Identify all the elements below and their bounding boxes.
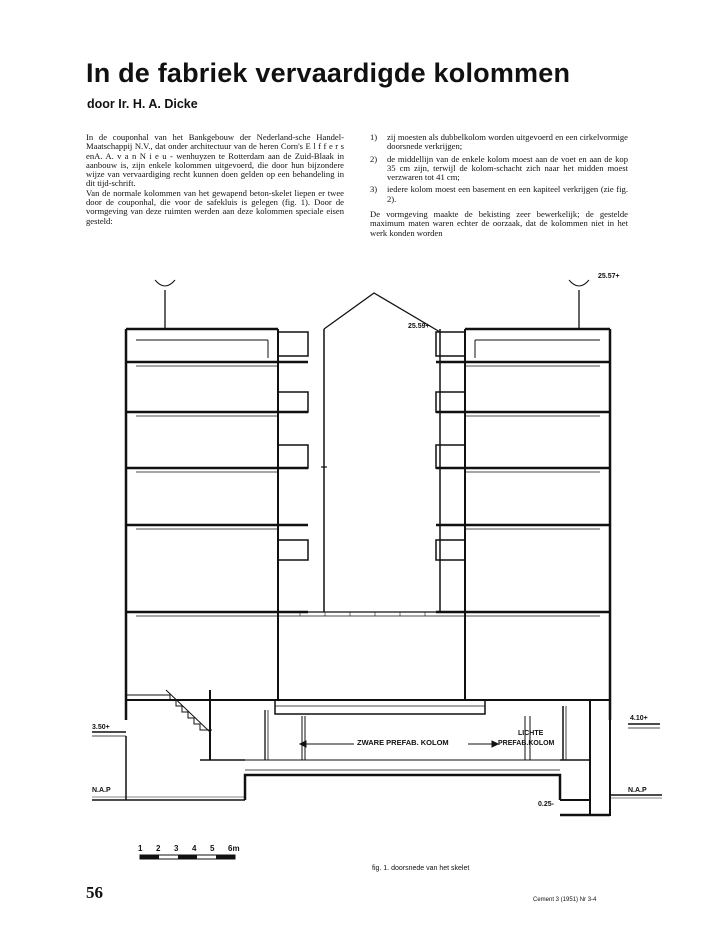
formwork-paragraph: De vormgeving maakte de bekisting zeer bewerkelijk; de gestelde maximum maten waren echter de oorzaak, dat de kolommen niet in het werk konden worden [370,209,628,238]
level-left-floor: 3.50+ [92,724,110,731]
page-number: 56 [86,883,103,902]
level-top-right: 25.57+ [598,273,620,280]
scale-label: 2 [156,844,161,853]
nap-left: N.A.P [92,787,111,794]
level-ridge: 25.59+ [408,323,430,330]
intro-paragraph: In de couponhal van het Bankgebouw der Nederland-sche Handel-Maatschappij N.V., dat onder architectuur van de heren Corn's E l f f e r s enA. A. v a n N i e u - wenhuyzen te Rotterdam aan de Zuid-Blaak in aanbouw is, zijn enkele kolommen uitgevoerd, die door hun bijzondere wijze van vervaardiging recht kunnen doen gelden op een behandeling in dit tijd-schrift. [86,132,344,189]
light-column-label-1: LICHTE [518,730,544,737]
list-item: 1) zij moesten als dubbelkolom worden uitgevoerd en een cirkelvormige doorsnede verkrijgen; [370,132,628,152]
article-title: In de fabriek vervaardigde kolommen [86,58,571,88]
scale-label: 4 [192,844,197,853]
scale-label: 3 [174,844,179,853]
second-paragraph: Van de normale kolommen van het gewapend beton-skelet liepen er twee door de couponhal, die voor de safekluis is gelegen (fig. 1). Door de vormgeving van deze ruimten werden aan deze kolommen speciale eisen gesteld: [86,187,344,226]
level-right-floor: 4.10+ [630,715,648,722]
list-item: 2) de middellijn van de enkele kolom moest aan de voet en aan de kop 35 cm zijn, terwijl de kolom-schacht zich naar het midden moest verzwaren tot 41 cm; [370,153,628,183]
scale-label: 6m [228,844,240,853]
list-item: 3) iedere kolom moest een basement en een kapiteel verkrijgen (zie fig. 2). [370,184,628,204]
article-author: door Ir. H. A. Dicke [87,97,198,111]
nap-right: N.A.P [628,787,647,794]
scale-label: 5 [210,844,215,853]
level-basement: 0.25- [538,801,554,808]
figure-caption: fig. 1. doorsnede van het skelet [372,865,470,872]
light-column-label-2: PREFAB.KOLOM [498,740,555,747]
scale-label: 1 [138,844,143,853]
journal-reference: Cement 3 (1951) Nr 3-4 [533,897,597,903]
scale-bar [138,844,240,859]
heavy-column-label: ZWARE PREFAB. KOLOM [357,738,449,747]
